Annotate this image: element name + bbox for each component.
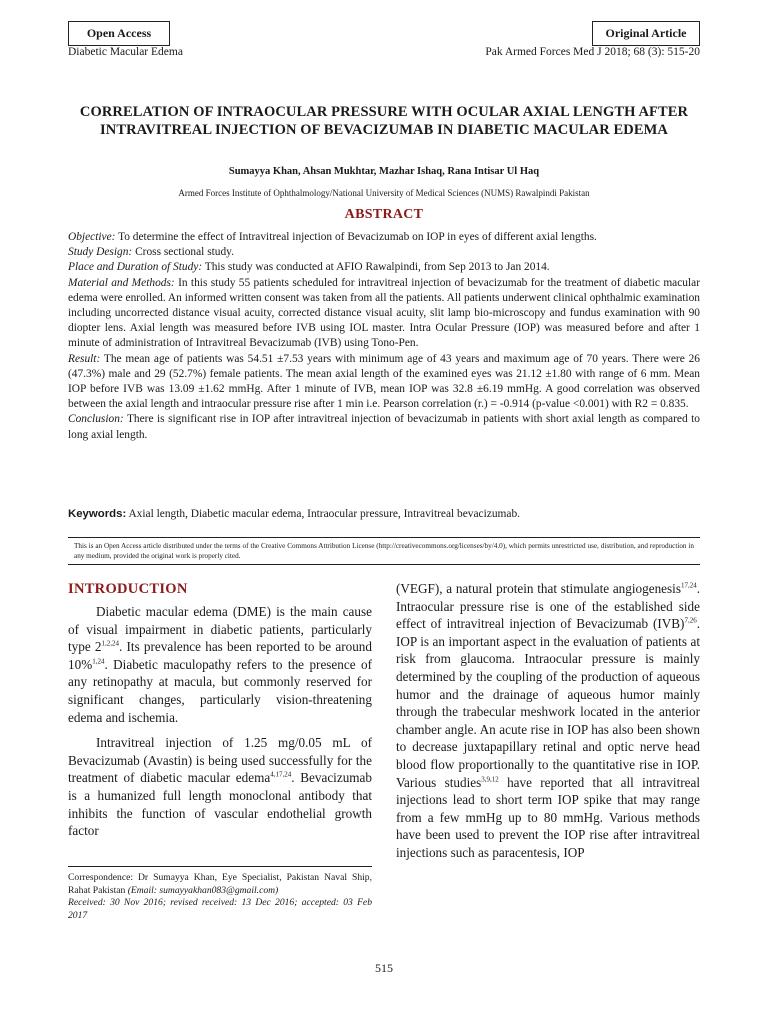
journal-citation: Pak Armed Forces Med J 2018; 68 (3): 515-20 [485,46,700,58]
citation-superscript: 4,17,24 [270,770,292,779]
text-run: Diabetic macular edema (DME) is the main cause of visual impairment in diabetic patients, particularly type 2 [68,604,372,655]
license-notice: This is an Open Access article distributed under the terms of the Creative Commons Attribution License (http://creativecommons.org/licenses/by/4.0), which permits unrestricted use, distribution, and reproduction in any medium, provided the original work is properly cited. [68,537,700,565]
footnote-divider [68,866,372,867]
objective-text: To determine the effect of Intravitreal injection of Bevacizumab on IOP in eyes of different axial lengths. [115,231,597,243]
abstract-heading: ABSTRACT [344,207,424,222]
keywords-text: Axial length, Diabetic macular edema, Intraocular pressure, Intravitreal bevacizumab. [126,508,520,520]
abstract-place [68,260,700,275]
citation-superscript: 1,2,24 [101,639,120,648]
intro-paragraph-2 [68,734,372,840]
open-access-label: Open Access [68,21,170,46]
author-list: Sumayya Khan, Ahsan Mukhtar, Mazhar Ishaq, Rana Intisar Ul Haq [228,166,540,177]
article-title: CORRELATION OF INTRAOCULAR PRESSURE WITH OCULAR AXIAL LENGTH AFTER INTRAVITREAL INJECTION OF BEVACIZUMAB IN DIABETIC MACULAR EDEMA [79,104,689,138]
objective-label: Objective: [68,231,116,243]
result-text: The mean age of patients was 54.51 ±7.53 years with minimum age of 43 years and maximum age of 70 years. There were 26 (47.3%) male and 29 (52.7%) female patients. The mean axial length of the examined eyes was 21.12 ±1.80 with range of 6 mm. Mean IOP before IVB was 13.09 ±1.62 mmHg. After 1 minute of IVB, mean IOP was 32.8 ±6.19 mmHg. A good correlation was observed between the axial length and intraocular pressure rise after 1 min i.e. Pearson correlation (r.) = -0.914 (p-value <0.001) with R2 = 0.835. [68,352,700,411]
correspondence-footnote [68,872,372,922]
citation-superscript: 7,26 [684,616,697,625]
keywords [68,507,700,522]
abstract-design [68,245,700,260]
abstract-result [68,352,700,413]
abstract-objective [68,230,700,245]
citation-superscript: 1,24 [92,657,105,666]
abstract-body [68,230,700,443]
author-affiliation: Armed Forces Institute of Ophthalmology/National University of Medical Sciences (NUMS) Rawalpindi Pakistan [178,188,590,198]
place-label: Place and Duration of Study: [68,261,203,274]
left-column [68,603,372,848]
received-dates: Received: 30 Nov 2016; revised received: 13 Dec 2016; accepted: 03 Feb 2017 [68,897,372,921]
text-run: . Bevacizumab is a humanized full length monoclonal antibody that inhibits the function of vascular endothelial growth factor [68,770,373,839]
page-number: 515 [375,961,393,975]
place-text: This study was conducted at AFIO Rawalpindi, from Sep 2013 to Jan 2014. [202,261,550,274]
methods-text: In this study 55 patients scheduled for intravitreal injection of bevacizumab for the treatment of diabetic macular edema were enrolled. An informed written consent was taken from all the patients. All patients underwent clinical ophthalmic examination including uncorrected distance visual acuity, corrected distance visual acuity, slit lamp bio-microscopy and fundus examination with 90 diopter lens. Axial length was measured before IVB using IOL master. Intra Ocular Pressure (IOP) was measured before and after 1 minute of administration of Intravitreal Bevacizumab (IVB) using Tono-Pen. [68,276,700,350]
conclusion-label: Conclusion: [68,413,124,426]
text-run: Intravitreal injection of 1.25 mg/0.05 mL of Bevacizumab (Avastin) is being used successfully for the treatment of diabetic macular edema [68,735,372,786]
methods-label: Material and Methods: [68,276,175,289]
text-run: . IOP is an important aspect in the evaluation of patients at risk from glaucoma. Intraocular pressure is mainly determined by the coupling of the production of aqueous humor and the drainage of aqueous humor mainly through the trabecular meshwork located in the anterior chamber angle. An acute rise in IOP has also been shown to decrease juxtapapillary retinal and optic nerve head blood flow proportionally to the quantitative rise in IOP. Various studies [396,616,700,790]
keywords-label: Keywords: [68,508,127,520]
intro-paragraph-3 [396,580,700,862]
intro-paragraph-1 [68,603,372,726]
result-label: Result: [68,352,101,365]
text-run: . Intraocular pressure rise is one of the established side effect of intravitreal injection of Bevacizumab (IVB) [396,581,700,632]
abstract-conclusion [68,412,700,442]
running-head: Diabetic Macular Edema [68,46,183,58]
original-article-label: Original Article [592,21,700,46]
citation-superscript: 3,9,12 [481,775,499,784]
text-run: (VEGF), a natural protein that stimulate angiogenesis [396,581,681,596]
text-run: . Its prevalence has been reported to be around 10% [68,639,372,672]
design-text: Cross sectional study. [132,246,234,259]
text-run: have reported that all intravitreal injections lead to short term IOP spike that may range from a few mmHg up to 80 mmHg. Various methods have been used to prevent the IOP rise after intravitreal injections such as paracentesis, IOP [396,774,700,860]
citation-superscript: 17,24 [680,581,697,590]
design-label: Study Design: [68,246,133,259]
right-column [396,580,700,870]
introduction-heading: INTRODUCTION [68,581,188,597]
abstract-methods [68,276,700,352]
conclusion-text: There is significant rise in IOP after intravitreal injection of bevacizumab in patients with short axial length as compared to long axial length. [68,413,700,441]
correspondence-text: Correspondence: Dr Sumayya Khan, Eye Specialist, Pakistan Naval Ship, Rahat Pakistan [68,872,372,896]
text-run: . Diabetic maculopathy refers to the presence of any retinopathy at macula, but commonly reserved for significant changes, particularly vision-threatening edema and ischemia. [68,656,372,725]
correspondence-email[interactable]: (Email: sumayyakhan083@gmail.com) [127,884,279,896]
